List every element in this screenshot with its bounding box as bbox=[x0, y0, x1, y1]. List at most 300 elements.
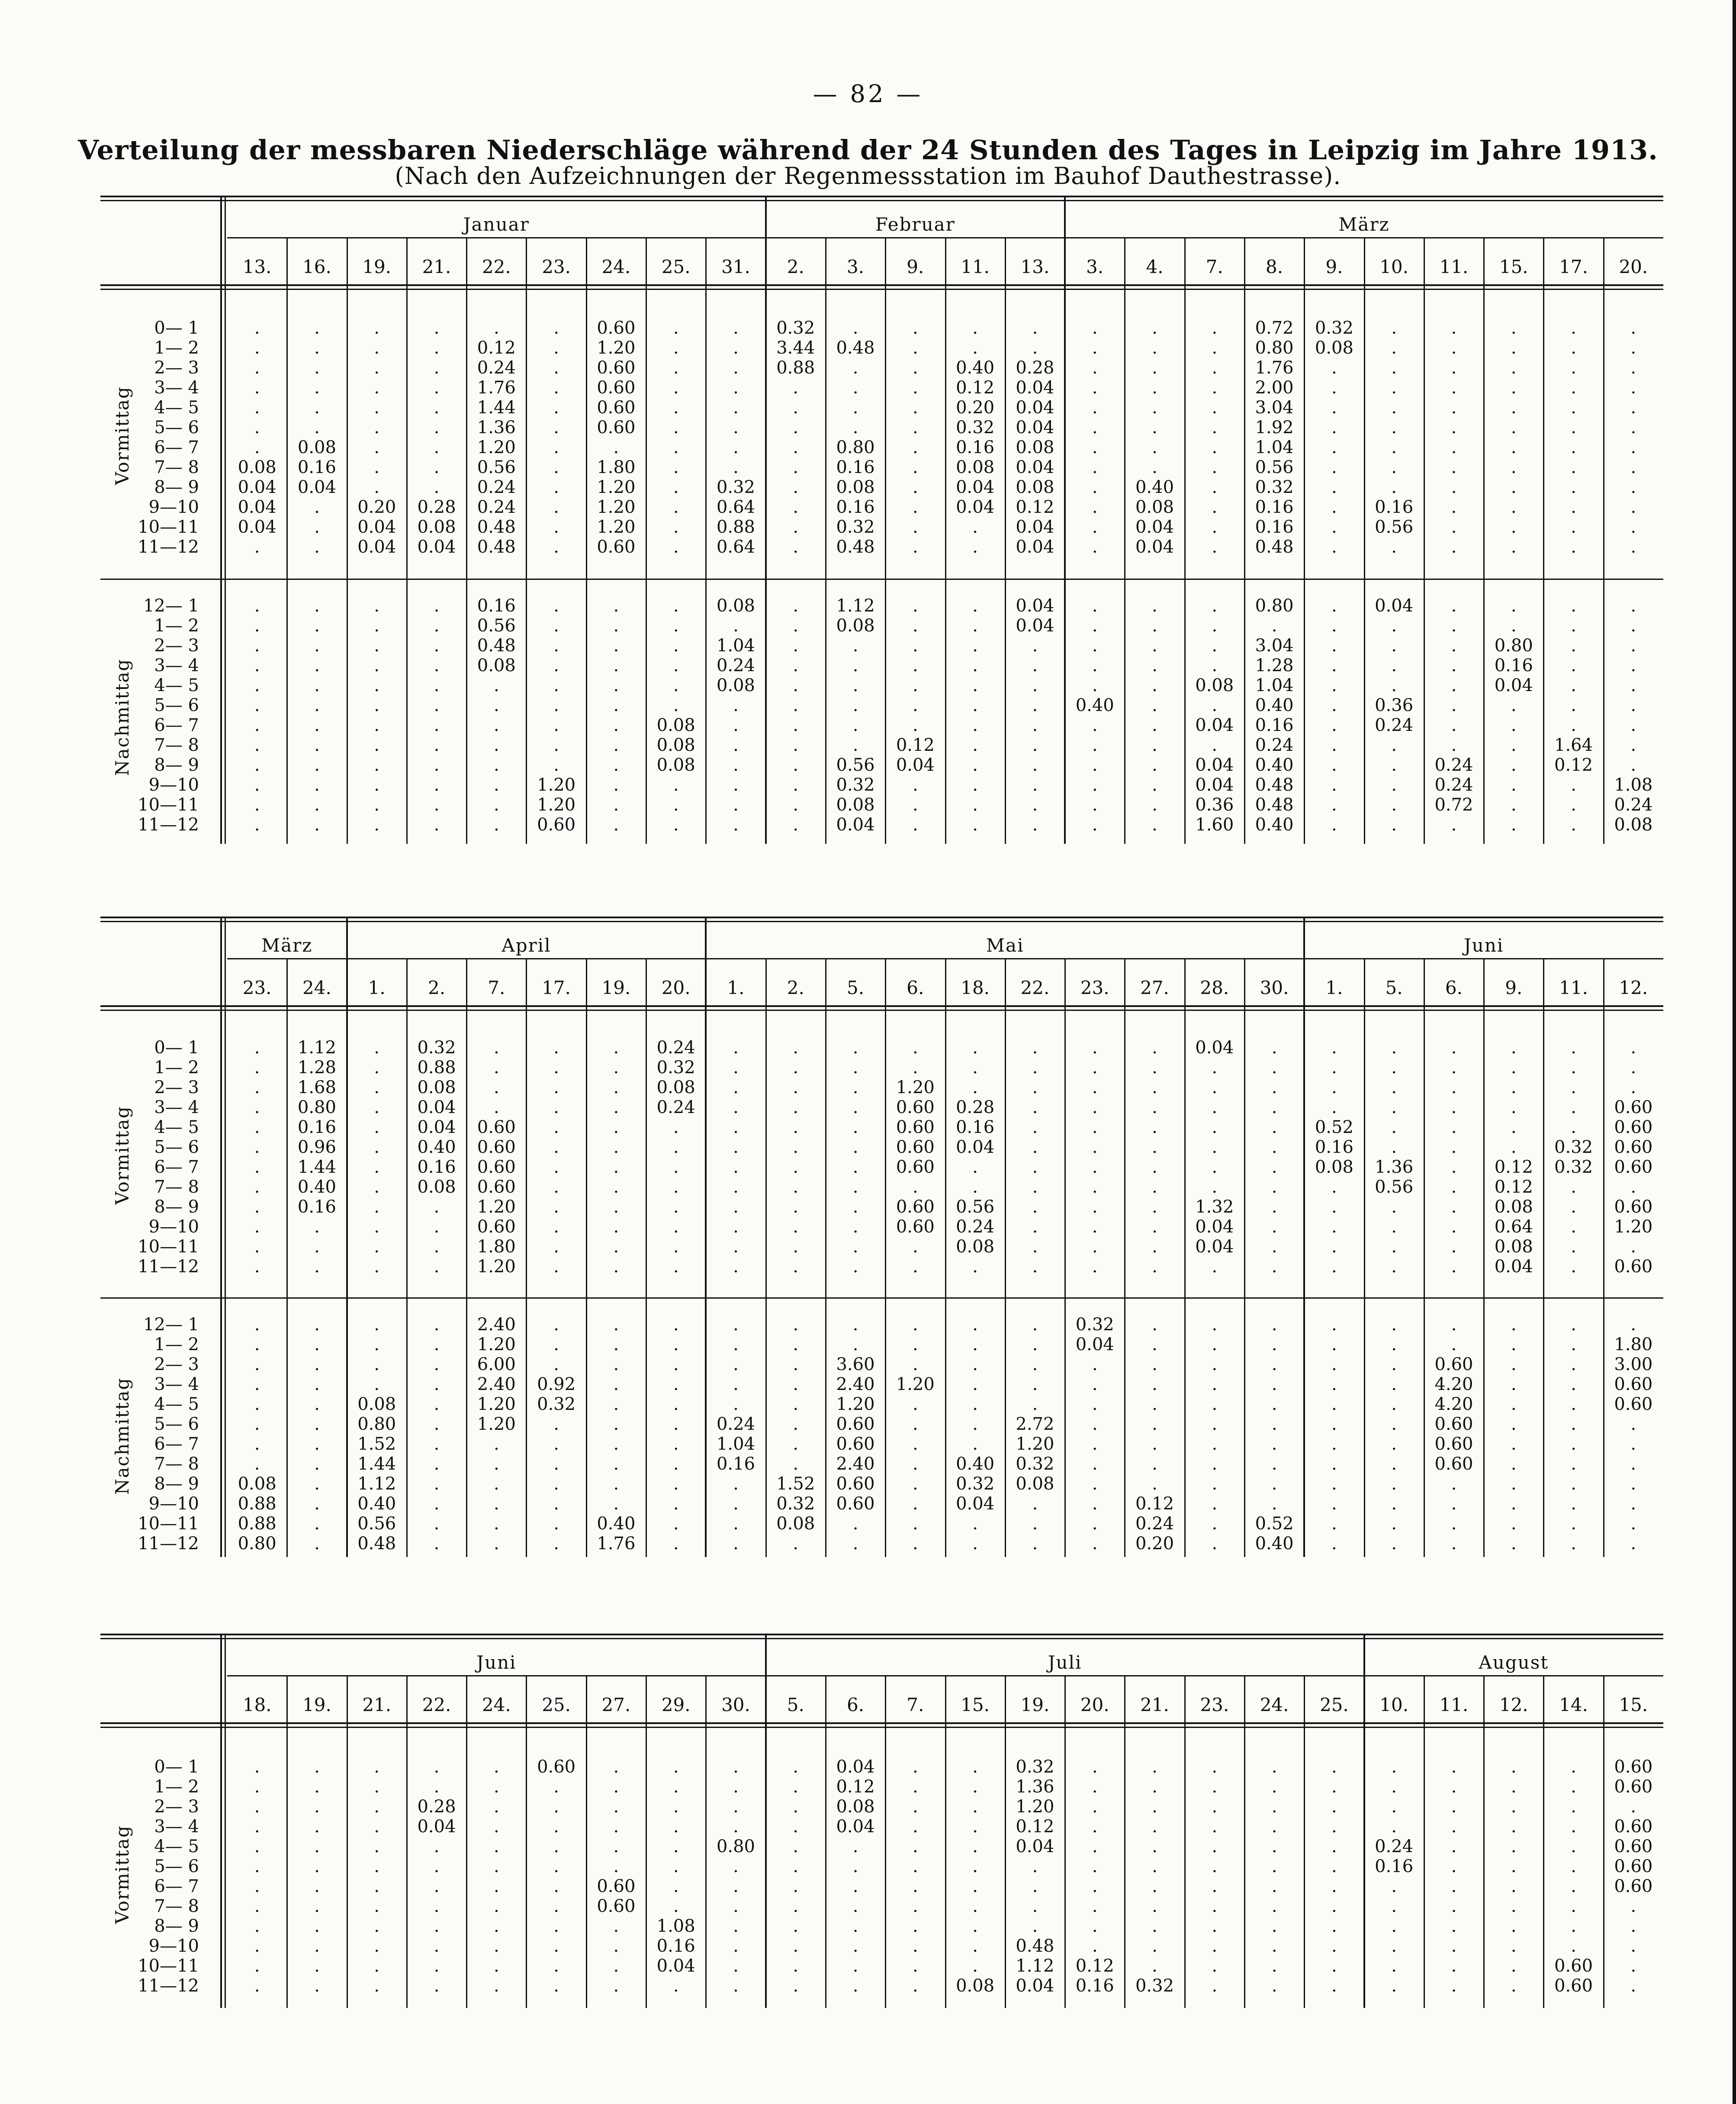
data-cell: . bbox=[1630, 438, 1636, 457]
data-cell: . bbox=[1630, 517, 1636, 537]
data-cell: . bbox=[673, 457, 679, 477]
data-cell: 0.32 bbox=[1554, 1137, 1593, 1157]
data-cell: . bbox=[1331, 1197, 1337, 1217]
data-cell: . bbox=[1271, 1354, 1277, 1374]
data-cell: . bbox=[254, 1217, 260, 1237]
data-cell: . bbox=[912, 1876, 918, 1896]
data-cell: . bbox=[912, 715, 918, 735]
data-cell: 0.16 bbox=[297, 457, 336, 477]
data-cell: . bbox=[673, 815, 679, 835]
data-cell: . bbox=[733, 1374, 739, 1394]
data-cell: 0.60 bbox=[597, 418, 636, 438]
data-cell: . bbox=[553, 1876, 559, 1896]
data-cell: . bbox=[1391, 1797, 1397, 1817]
data-cell: 0.04 bbox=[417, 1817, 456, 1837]
day-header: 21. bbox=[422, 256, 451, 277]
data-cell: . bbox=[1331, 1474, 1337, 1494]
data-cell: . bbox=[1331, 1494, 1337, 1514]
data-cell: . bbox=[793, 1817, 799, 1837]
data-cell: . bbox=[254, 1856, 260, 1876]
data-cell: . bbox=[493, 1097, 499, 1117]
data-cell: . bbox=[793, 1097, 799, 1117]
data-cell: . bbox=[1571, 1434, 1576, 1454]
data-cell: . bbox=[314, 1837, 320, 1856]
data-cell: 0.24 bbox=[1434, 775, 1473, 795]
hour-label: 4— 5 bbox=[154, 398, 199, 418]
data-cell: . bbox=[1331, 1374, 1337, 1394]
data-cell: . bbox=[1212, 1058, 1218, 1078]
data-cell: 0.04 bbox=[417, 1117, 456, 1137]
data-cell: . bbox=[493, 715, 499, 735]
data-cell: 0.60 bbox=[1434, 1434, 1473, 1454]
data-cell: . bbox=[733, 1876, 739, 1896]
data-cell: . bbox=[912, 398, 918, 418]
data-cell: 0.32 bbox=[1135, 1976, 1174, 1996]
hour-label: 2— 3 bbox=[154, 1354, 199, 1374]
table-title: Verteilung der messbaren Niederschläge während der 24 Stunden des Tages in Leipzig im Jahre 1913. bbox=[78, 134, 1658, 166]
data-cell: . bbox=[374, 735, 380, 755]
data-cell: . bbox=[254, 1956, 260, 1976]
data-cell: . bbox=[374, 775, 380, 795]
data-cell: 2.40 bbox=[836, 1374, 875, 1394]
data-cell: . bbox=[972, 1038, 978, 1058]
data-cell: 0.04 bbox=[1195, 1038, 1234, 1058]
data-cell: . bbox=[613, 1137, 619, 1157]
data-cell: . bbox=[972, 1817, 978, 1837]
page-number: — 82 — bbox=[813, 80, 923, 108]
data-cell: . bbox=[1212, 1936, 1218, 1956]
data-column bbox=[287, 1757, 347, 1996]
data-cell: . bbox=[314, 1237, 320, 1257]
data-cell: 0.48 bbox=[836, 537, 875, 557]
data-cell: 0.28 bbox=[417, 497, 456, 517]
data-cell: 0.16 bbox=[956, 438, 995, 457]
data-cell: 0.04 bbox=[956, 497, 995, 517]
data-cell: . bbox=[613, 1354, 619, 1374]
data-cell: . bbox=[613, 1956, 619, 1976]
data-cell: . bbox=[1451, 1315, 1457, 1335]
data-cell: . bbox=[254, 596, 260, 616]
data-cell: . bbox=[912, 338, 918, 358]
data-cell: . bbox=[613, 1177, 619, 1197]
data-cell: . bbox=[673, 1394, 679, 1414]
data-cell: . bbox=[1092, 1916, 1098, 1936]
data-cell: . bbox=[1212, 656, 1218, 676]
data-cell: . bbox=[613, 1117, 619, 1137]
data-cell: 0.12 bbox=[956, 378, 995, 398]
data-cell: . bbox=[1451, 1217, 1457, 1237]
data-cell: . bbox=[1451, 418, 1457, 438]
data-cell: . bbox=[1630, 1896, 1636, 1916]
data-cell: . bbox=[972, 1896, 978, 1916]
data-cell: 0.28 bbox=[1016, 358, 1054, 378]
data-column bbox=[287, 1038, 347, 1277]
data-cell: . bbox=[314, 1777, 320, 1797]
data-cell: . bbox=[314, 1956, 320, 1976]
data-cell: . bbox=[1511, 378, 1517, 398]
data-cell: . bbox=[1152, 358, 1157, 378]
data-cell: . bbox=[434, 1454, 440, 1474]
day-header: 21. bbox=[362, 1694, 392, 1715]
data-cell: . bbox=[1092, 1777, 1098, 1797]
data-cell: 0.88 bbox=[238, 1514, 276, 1534]
data-cell: . bbox=[374, 715, 380, 735]
data-cell: . bbox=[314, 1335, 320, 1354]
hour-label: 2— 3 bbox=[154, 1078, 199, 1097]
data-cell: . bbox=[673, 438, 679, 457]
data-cell: . bbox=[374, 1097, 380, 1117]
data-cell: 1.04 bbox=[1255, 438, 1294, 457]
data-cell: . bbox=[434, 656, 440, 676]
data-cell: . bbox=[1271, 1876, 1277, 1896]
data-cell: . bbox=[1152, 338, 1157, 358]
table-top-rule bbox=[100, 921, 1663, 922]
data-cell: . bbox=[1331, 1534, 1337, 1554]
data-cell: . bbox=[1451, 1038, 1457, 1058]
data-cell: . bbox=[374, 457, 380, 477]
data-cell: . bbox=[1032, 1876, 1038, 1896]
data-column bbox=[1364, 1038, 1424, 1277]
data-cell: . bbox=[1212, 1976, 1218, 1996]
data-cell: . bbox=[972, 1374, 978, 1394]
data-cell: . bbox=[1212, 1157, 1218, 1177]
data-cell: . bbox=[613, 1474, 619, 1494]
data-column bbox=[1125, 1315, 1184, 1554]
data-cell: . bbox=[972, 616, 978, 636]
data-cell: . bbox=[793, 1354, 799, 1374]
data-cell: . bbox=[1630, 616, 1636, 636]
data-cell: . bbox=[1212, 1414, 1218, 1434]
data-cell: . bbox=[1092, 1197, 1098, 1217]
data-cell: . bbox=[1271, 1217, 1277, 1237]
data-cell: . bbox=[254, 1117, 260, 1137]
data-cell: . bbox=[254, 616, 260, 636]
data-cell: . bbox=[793, 1534, 799, 1554]
data-cell: 0.08 bbox=[836, 477, 875, 497]
hour-label: 6— 7 bbox=[154, 1157, 199, 1177]
data-column bbox=[1424, 1038, 1484, 1277]
data-cell: . bbox=[793, 1335, 799, 1354]
data-cell: . bbox=[1152, 1374, 1157, 1394]
data-cell: . bbox=[553, 358, 559, 378]
data-cell: 0.32 bbox=[537, 1394, 576, 1414]
data-cell: . bbox=[1152, 1137, 1157, 1157]
data-cell: . bbox=[1092, 537, 1098, 557]
data-cell: . bbox=[1032, 656, 1038, 676]
data-cell: 0.60 bbox=[896, 1197, 935, 1217]
data-cell: . bbox=[1451, 1117, 1457, 1137]
data-cell: 1.20 bbox=[537, 795, 576, 815]
data-column bbox=[1543, 1757, 1603, 1996]
data-cell: . bbox=[1271, 1177, 1277, 1197]
data-cell: . bbox=[733, 1534, 739, 1554]
data-cell: 0.60 bbox=[1434, 1414, 1473, 1434]
data-cell: . bbox=[1331, 795, 1337, 815]
data-cell: . bbox=[1212, 1335, 1218, 1354]
data-cell: . bbox=[793, 1374, 799, 1394]
data-cell: . bbox=[1331, 1237, 1337, 1257]
data-cell: . bbox=[733, 457, 739, 477]
data-cell: 0.08 bbox=[417, 1177, 456, 1197]
data-column bbox=[347, 1315, 407, 1554]
data-cell: . bbox=[434, 1494, 440, 1514]
data-cell: 0.08 bbox=[417, 517, 456, 537]
data-cell: . bbox=[1092, 378, 1098, 398]
data-cell: . bbox=[673, 378, 679, 398]
data-cell: 0.04 bbox=[836, 815, 875, 835]
data-cell: . bbox=[1092, 1817, 1098, 1837]
data-column bbox=[526, 1038, 586, 1277]
day-header: 22. bbox=[1020, 977, 1050, 998]
data-cell: . bbox=[254, 1097, 260, 1117]
data-cell: 1.44 bbox=[357, 1454, 396, 1474]
header-bottom-rule bbox=[100, 284, 1663, 286]
data-cell: . bbox=[793, 1315, 799, 1335]
data-cell: 0.08 bbox=[297, 438, 336, 457]
data-cell: . bbox=[793, 1956, 799, 1976]
data-cell: . bbox=[1212, 1916, 1218, 1936]
data-cell: . bbox=[1630, 1454, 1636, 1474]
data-cell: 0.40 bbox=[1255, 1534, 1294, 1554]
data-cell: . bbox=[1032, 1394, 1038, 1414]
data-column bbox=[466, 1315, 526, 1554]
data-cell: . bbox=[613, 1237, 619, 1257]
data-cell: 0.40 bbox=[1135, 477, 1174, 497]
data-column bbox=[646, 1038, 706, 1277]
data-cell: . bbox=[1212, 1257, 1218, 1277]
data-cell: . bbox=[1451, 1856, 1457, 1876]
data-column bbox=[1604, 1038, 1663, 1277]
data-cell: . bbox=[673, 795, 679, 815]
data-cell: . bbox=[1092, 1058, 1098, 1078]
data-cell: . bbox=[314, 616, 320, 636]
data-column bbox=[1125, 1038, 1184, 1277]
data-cell: . bbox=[553, 338, 559, 358]
data-cell: . bbox=[553, 517, 559, 537]
data-cell: . bbox=[314, 338, 320, 358]
data-cell: . bbox=[254, 1936, 260, 1956]
data-cell: . bbox=[1271, 1137, 1277, 1157]
data-cell: . bbox=[1331, 1856, 1337, 1876]
data-cell: . bbox=[254, 1374, 260, 1394]
data-cell: . bbox=[972, 1257, 978, 1277]
data-cell: 0.60 bbox=[896, 1157, 935, 1177]
data-cell: . bbox=[1391, 1434, 1397, 1454]
data-cell: . bbox=[1630, 1038, 1636, 1058]
day-header: 29. bbox=[661, 1694, 691, 1715]
data-column bbox=[1244, 1038, 1304, 1277]
data-cell: . bbox=[374, 1876, 380, 1896]
data-cell: . bbox=[553, 1534, 559, 1554]
hour-label: 11—12 bbox=[138, 1976, 199, 1996]
data-cell: . bbox=[1630, 715, 1636, 735]
data-column bbox=[1604, 596, 1663, 835]
data-cell: . bbox=[254, 676, 260, 695]
data-cell: . bbox=[254, 1817, 260, 1837]
data-cell: . bbox=[254, 338, 260, 358]
data-cell: 0.16 bbox=[1375, 497, 1414, 517]
data-cell: . bbox=[673, 1137, 679, 1157]
data-cell: . bbox=[733, 1474, 739, 1494]
data-cell: 0.08 bbox=[836, 616, 875, 636]
data-cell: 0.04 bbox=[1195, 775, 1234, 795]
data-cell: . bbox=[1212, 537, 1218, 557]
data-cell: . bbox=[314, 715, 320, 735]
data-cell: 0.60 bbox=[1614, 1157, 1653, 1177]
data-cell: . bbox=[673, 1335, 679, 1354]
data-cell: . bbox=[1212, 1777, 1218, 1797]
data-column bbox=[526, 318, 586, 557]
data-cell: . bbox=[1152, 1777, 1157, 1797]
data-cell: . bbox=[374, 1797, 380, 1817]
data-cell: . bbox=[1391, 775, 1397, 795]
data-cell: . bbox=[613, 1494, 619, 1514]
data-cell: . bbox=[1271, 1078, 1277, 1097]
data-cell: . bbox=[1032, 636, 1038, 656]
data-cell: . bbox=[254, 1896, 260, 1916]
hour-label: 1— 2 bbox=[154, 1058, 199, 1078]
data-cell: . bbox=[1092, 1097, 1098, 1117]
day-header: 23. bbox=[242, 977, 272, 998]
data-cell: . bbox=[553, 537, 559, 557]
data-cell: . bbox=[733, 1956, 739, 1976]
day-header: 18. bbox=[242, 1694, 272, 1715]
data-cell: 0.60 bbox=[836, 1494, 875, 1514]
day-header: 28. bbox=[1200, 977, 1229, 998]
data-cell: . bbox=[1571, 1374, 1576, 1394]
data-cell: 0.04 bbox=[836, 1817, 875, 1837]
data-cell: . bbox=[733, 755, 739, 775]
data-cell: . bbox=[1092, 517, 1098, 537]
hour-label: 10—11 bbox=[138, 795, 199, 815]
data-cell: . bbox=[1511, 616, 1517, 636]
data-cell: . bbox=[1331, 1956, 1337, 1976]
data-cell: . bbox=[1571, 398, 1576, 418]
data-cell: . bbox=[1212, 1896, 1218, 1916]
data-cell: . bbox=[1152, 1058, 1157, 1078]
label-column-rule bbox=[220, 917, 222, 1557]
data-cell: . bbox=[314, 537, 320, 557]
data-column bbox=[1005, 1757, 1065, 1996]
data-cell: . bbox=[1451, 815, 1457, 835]
data-cell: 1.80 bbox=[597, 457, 636, 477]
data-cell: . bbox=[793, 1177, 799, 1197]
data-cell: 0.08 bbox=[776, 1514, 815, 1534]
data-cell: . bbox=[793, 418, 799, 438]
data-cell: . bbox=[1451, 1514, 1457, 1534]
data-cell: . bbox=[1630, 636, 1636, 656]
data-cell: . bbox=[1032, 1534, 1038, 1554]
data-cell: . bbox=[553, 1038, 559, 1058]
hour-label: 5— 6 bbox=[154, 1414, 199, 1434]
data-cell: . bbox=[793, 1916, 799, 1936]
hour-label: 5— 6 bbox=[154, 1856, 199, 1876]
data-cell: 1.36 bbox=[1375, 1157, 1414, 1177]
data-cell: . bbox=[912, 636, 918, 656]
data-cell: . bbox=[493, 1777, 499, 1797]
data-cell: 0.04 bbox=[238, 497, 276, 517]
data-cell: 0.20 bbox=[956, 398, 995, 418]
data-column bbox=[1005, 1038, 1065, 1277]
data-cell: . bbox=[374, 1315, 380, 1335]
data-cell: . bbox=[793, 596, 799, 616]
data-cell: . bbox=[1271, 1237, 1277, 1257]
data-cell: . bbox=[613, 1058, 619, 1078]
data-cell: . bbox=[1152, 438, 1157, 457]
data-cell: . bbox=[1152, 795, 1157, 815]
data-cell: . bbox=[374, 656, 380, 676]
data-cell: . bbox=[1451, 1936, 1457, 1956]
data-cell: . bbox=[673, 596, 679, 616]
data-cell: . bbox=[374, 1916, 380, 1936]
data-cell: 1.04 bbox=[716, 636, 755, 656]
data-cell: . bbox=[793, 1454, 799, 1474]
hour-label: 1— 2 bbox=[154, 338, 199, 358]
data-cell: . bbox=[1391, 1896, 1397, 1916]
data-cell: . bbox=[972, 537, 978, 557]
data-cell: . bbox=[673, 1876, 679, 1896]
data-column bbox=[945, 1038, 1005, 1277]
data-cell: . bbox=[254, 795, 260, 815]
data-cell: . bbox=[314, 1534, 320, 1554]
data-cell: . bbox=[793, 1257, 799, 1277]
data-cell: . bbox=[1032, 1157, 1038, 1177]
data-cell: . bbox=[1571, 1058, 1576, 1078]
data-cell: . bbox=[1331, 1514, 1337, 1534]
data-cell: . bbox=[1511, 1354, 1517, 1374]
data-cell: . bbox=[1630, 1494, 1636, 1514]
data-cell: . bbox=[1271, 1956, 1277, 1976]
data-cell: 0.04 bbox=[1016, 517, 1054, 537]
data-cell: 0.60 bbox=[896, 1117, 935, 1137]
data-cell: . bbox=[1152, 1257, 1157, 1277]
data-cell: . bbox=[673, 1494, 679, 1514]
data-cell: 0.40 bbox=[956, 358, 995, 378]
data-column bbox=[407, 596, 466, 835]
data-cell: . bbox=[1451, 1197, 1457, 1217]
data-column bbox=[646, 1757, 706, 1996]
data-cell: . bbox=[314, 1817, 320, 1837]
data-cell: . bbox=[1391, 1916, 1397, 1936]
data-cell: 0.60 bbox=[597, 398, 636, 418]
data-cell: . bbox=[613, 1916, 619, 1936]
data-cell: . bbox=[673, 1757, 679, 1777]
data-column bbox=[945, 596, 1005, 835]
data-cell: 0.32 bbox=[956, 418, 995, 438]
data-cell: . bbox=[1152, 1434, 1157, 1454]
data-cell: . bbox=[1391, 318, 1397, 338]
data-cell: . bbox=[553, 1916, 559, 1936]
data-cell: . bbox=[314, 497, 320, 517]
data-cell: . bbox=[1032, 775, 1038, 795]
day-header: 15. bbox=[1619, 1694, 1648, 1715]
data-cell: . bbox=[1331, 1217, 1337, 1237]
data-cell: . bbox=[1331, 1097, 1337, 1117]
data-cell: . bbox=[553, 1837, 559, 1856]
data-column bbox=[1364, 318, 1424, 557]
hour-label: 3— 4 bbox=[154, 1817, 199, 1837]
data-cell: . bbox=[1271, 1315, 1277, 1335]
day-header: 6. bbox=[1445, 977, 1463, 998]
data-cell: . bbox=[1630, 1237, 1636, 1257]
data-cell: . bbox=[553, 398, 559, 418]
data-column bbox=[227, 318, 287, 557]
data-cell: . bbox=[972, 1514, 978, 1534]
data-cell: 0.60 bbox=[597, 358, 636, 378]
data-cell: 0.04 bbox=[836, 1757, 875, 1777]
data-cell: . bbox=[1571, 1354, 1576, 1374]
data-cell: 1.60 bbox=[1195, 815, 1234, 835]
